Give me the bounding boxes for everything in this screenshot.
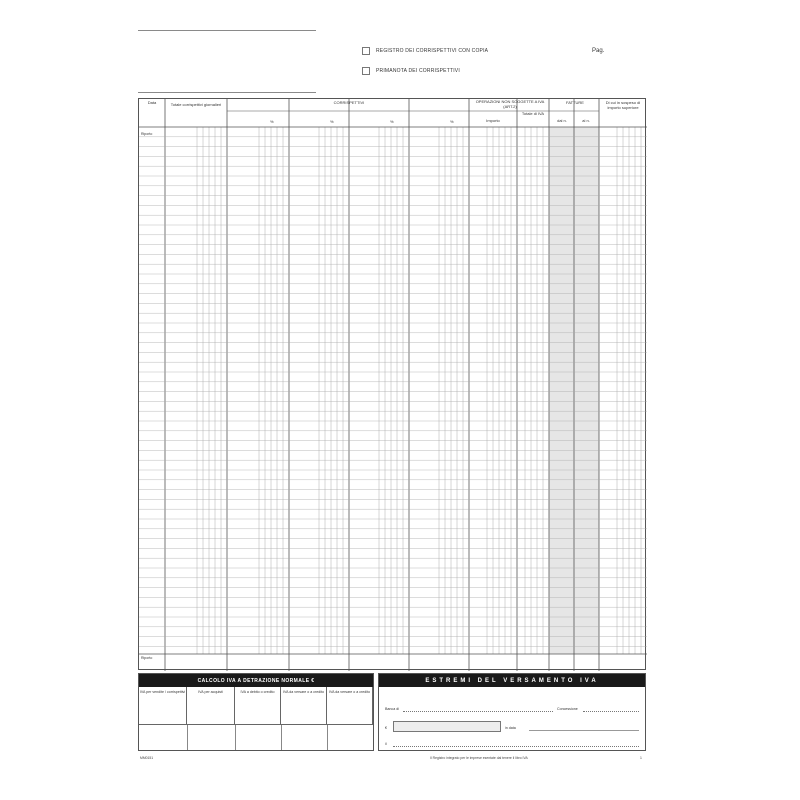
subheader-fatt-dal: dal n.: [557, 118, 567, 123]
calc-values-row[interactable]: [139, 724, 373, 750]
footer-code: MM0151: [140, 756, 154, 760]
riporto-bottom: Riporto: [141, 656, 153, 660]
subheader-totale-iva: Totale di IVA: [521, 111, 545, 116]
vat-rate-2: %: [330, 119, 334, 124]
calc-iva-title: CALCOLO IVA A DETRAZIONE NORMALE €: [139, 674, 373, 687]
checkbox[interactable]: [362, 47, 370, 55]
subheader-importo: Importo: [486, 118, 500, 123]
field-note-line[interactable]: [393, 746, 639, 747]
calc-cell-versare-1: IVA da versare o a credito: [281, 687, 327, 724]
field-data-label: in data: [505, 726, 516, 730]
calc-cell-vendite: IVA per vendite / corrispettivi: [139, 687, 187, 724]
register-table: [138, 98, 646, 670]
amount-box[interactable]: [393, 721, 501, 732]
page-label: Pag.: [592, 48, 605, 54]
field-concessione-label: Concessione: [557, 707, 578, 711]
riporto-top: Riporto: [141, 132, 153, 136]
col-header-data: Data: [147, 100, 157, 105]
vat-rate-1: %: [270, 119, 274, 124]
field-banca-line[interactable]: [403, 711, 553, 712]
col-header-corrispettivi: CORRISPETTIVI: [333, 100, 365, 105]
col-header-totale: Totale corrispettivi giornalieri: [170, 102, 222, 107]
period-line[interactable]: [138, 92, 316, 93]
field-note-label: il: [385, 742, 387, 746]
calc-cell-versare-2: IVA da versare o a credito: [327, 687, 373, 724]
versamento-title: ESTREMI DEL VERSAMENTO IVA: [379, 674, 645, 687]
col-header-di-cui: Di cui in sospeso di importo superiore: [605, 100, 641, 110]
field-concessione-line[interactable]: [583, 711, 639, 712]
vat-rate-4: %: [450, 119, 454, 124]
col-header-operazioni: OPERAZIONI NON SOGGETTE A IVA (ART.2): [475, 99, 545, 109]
calc-cell-acquisti: IVA per acquisti: [187, 687, 235, 724]
field-banca-label: Banca di: [385, 707, 399, 711]
footer-page-number: 1: [640, 756, 642, 760]
checkbox[interactable]: [362, 67, 370, 75]
company-name-line[interactable]: [138, 30, 316, 31]
vat-rate-3: %: [390, 119, 394, 124]
field-euro-label: €: [385, 726, 387, 730]
col-header-fatture: FATTURE: [566, 100, 584, 105]
subheader-fatt-al: al n.: [582, 118, 590, 123]
footer-note: Il Registro integrato per le imprese esentate dal tenere il libro IVA: [430, 756, 528, 760]
calc-iva-panel: [138, 673, 374, 751]
option-primanota-corrispettivi[interactable]: PRIMANOTA DEI CORRISPETTIVI: [362, 67, 460, 75]
versamento-panel: [378, 673, 646, 751]
date-ruler[interactable]: [529, 730, 639, 731]
register-grid: [139, 99, 647, 671]
option-registro-corrispettivi[interactable]: REGISTRO DEI CORRISPETTIVI CON COPIA: [362, 47, 488, 55]
calc-cell-debito: IVA a debito o credito: [235, 687, 281, 724]
